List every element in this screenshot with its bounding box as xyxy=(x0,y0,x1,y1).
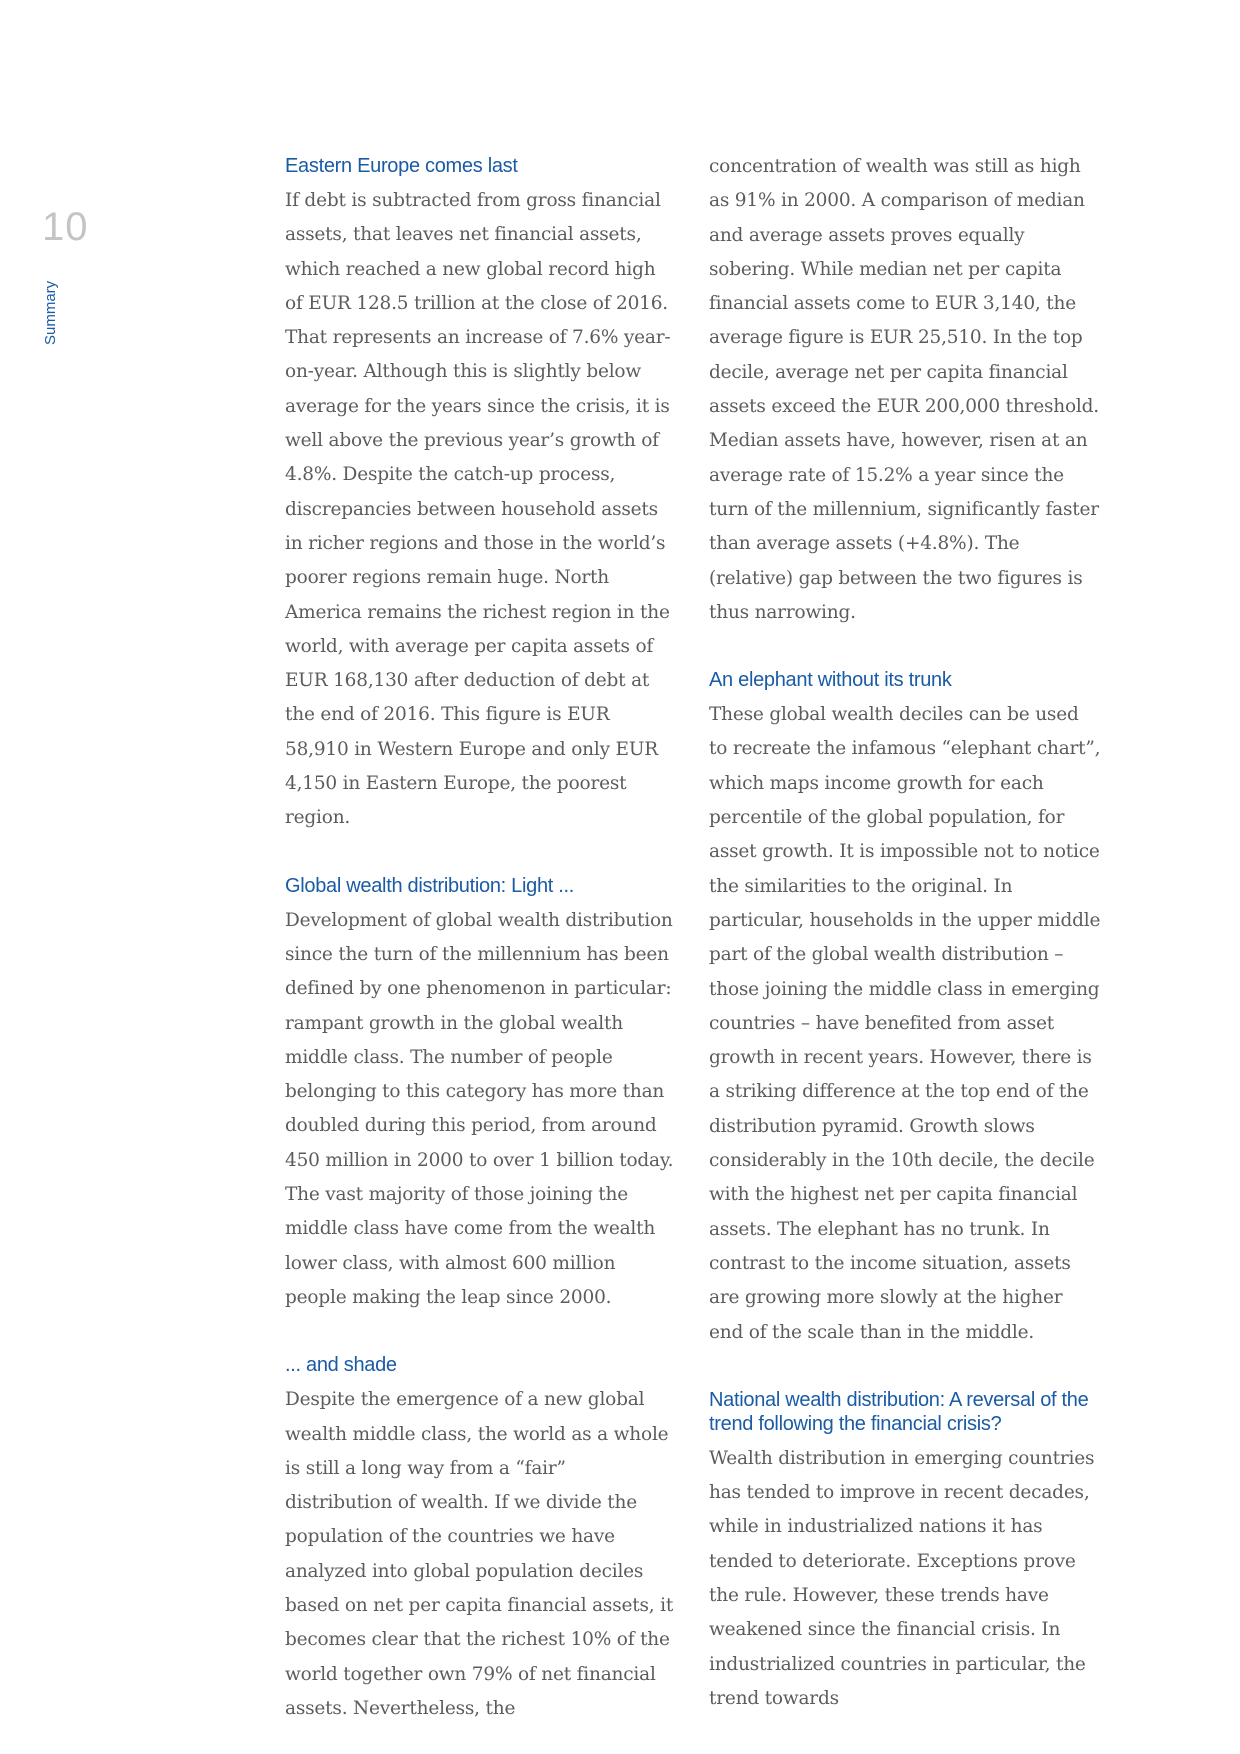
heading-national-wealth: National wealth distribution: A reversal of the trend following the financial crisis? xyxy=(709,1388,1089,1435)
right-column xyxy=(709,150,1101,1716)
left-column xyxy=(285,150,677,1726)
paragraph-and-shade: Despite the emergence of a new global wealth middle class, the world as a whole is still a long way from a “fair” distribution of wealth. If we divide the population of the countries we have analyzed into global population deciles based on net per capita financial assets, it becomes clear that the richest 10% of the world together own 79% of net financial assets. Nevertheless, the xyxy=(285,1389,674,1719)
heading-and-shade: ... and shade xyxy=(285,1354,397,1377)
heading-global-wealth-light: Global wealth distribution: Light ... xyxy=(285,874,575,897)
paragraph-national-wealth: Wealth distribution in emerging countries has tended to improve in recent decades, while in industrialized nations it has tended to deteriorate. Exceptions prove the rule. However, these trends have weakened since the financial crisis. In industrialized countries in particular, the trend towards xyxy=(709,1447,1095,1709)
paragraph-global-wealth-light: Development of global wealth distribution since the turn of the millennium has been defined by one phenomenon in particular: rampant growth in the global wealth middle class. The number of people belonging to this category has more than doubled during this period, from around 450 million in 2000 to over 1 billion today. The vast majority of those joining the middle class have come from the wealth lower class, with almost 600 million people making the leap since 2000. xyxy=(285,909,674,1308)
heading-eastern-europe: Eastern Europe comes last xyxy=(285,155,518,177)
page-number: 10 xyxy=(42,205,89,249)
paragraph-elephant: These global wealth deciles can be used to recreate the infamous “elephant chart”, which maps income growth for each percentile of the global population, for asset growth. It is impossible not to notice the similarities to the original. In particular, households in the upper middle part of the global wealth distribution – those joining the middle class in emerging countries – have benefited from asset growth in recent years. However, there is a striking difference at the top end of the distribution pyramid. Growth slows considerably in the 10th decile, the decile with the highest net per capita financial assets. The elephant has no trunk. In contrast to the income situation, assets are growing more slowly at the higher end of the scale than in the middle. xyxy=(709,704,1101,1343)
heading-elephant: An elephant without its trunk xyxy=(709,669,952,692)
section-label: Summary xyxy=(42,280,59,345)
paragraph-concentration: concentration of wealth was still as high as 91% in 2000. A comparison of median and average assets proves equally sobering. While median net per capita financial assets come to EUR 3,140, the average figure is EUR 25,510. In the top decile, average net per capita financial assets exceed the EUR 200,000 threshold. Median assets have, however, risen at an average rate of 15.2% a year since the turn of the millennium, significantly faster than average assets (+4.8%). The (relative) gap between the two figures is thus narrowing. xyxy=(709,156,1099,623)
paragraph-eastern-europe: If debt is subtracted from gross financial assets, that leaves net financial assets, which reached a new global record high of EUR 128.5 trillion at the close of 2016. That represents an increase of 7.6% year-on-year. Although this is slightly below average for the years since the crisis, it is well above the previous year’s growth of 4.8%. Despite the catch-up process, discrepancies between household assets in richer regions and those in the world’s poorer regions remain huge. North America remains the richest region in the world, with average per capita assets of EUR 168,130 after deduction of debt at the end of 2016. This figure is EUR 58,910 in Western Europe and only EUR 4,150 in Eastern Europe, the poorest region. xyxy=(285,190,671,829)
